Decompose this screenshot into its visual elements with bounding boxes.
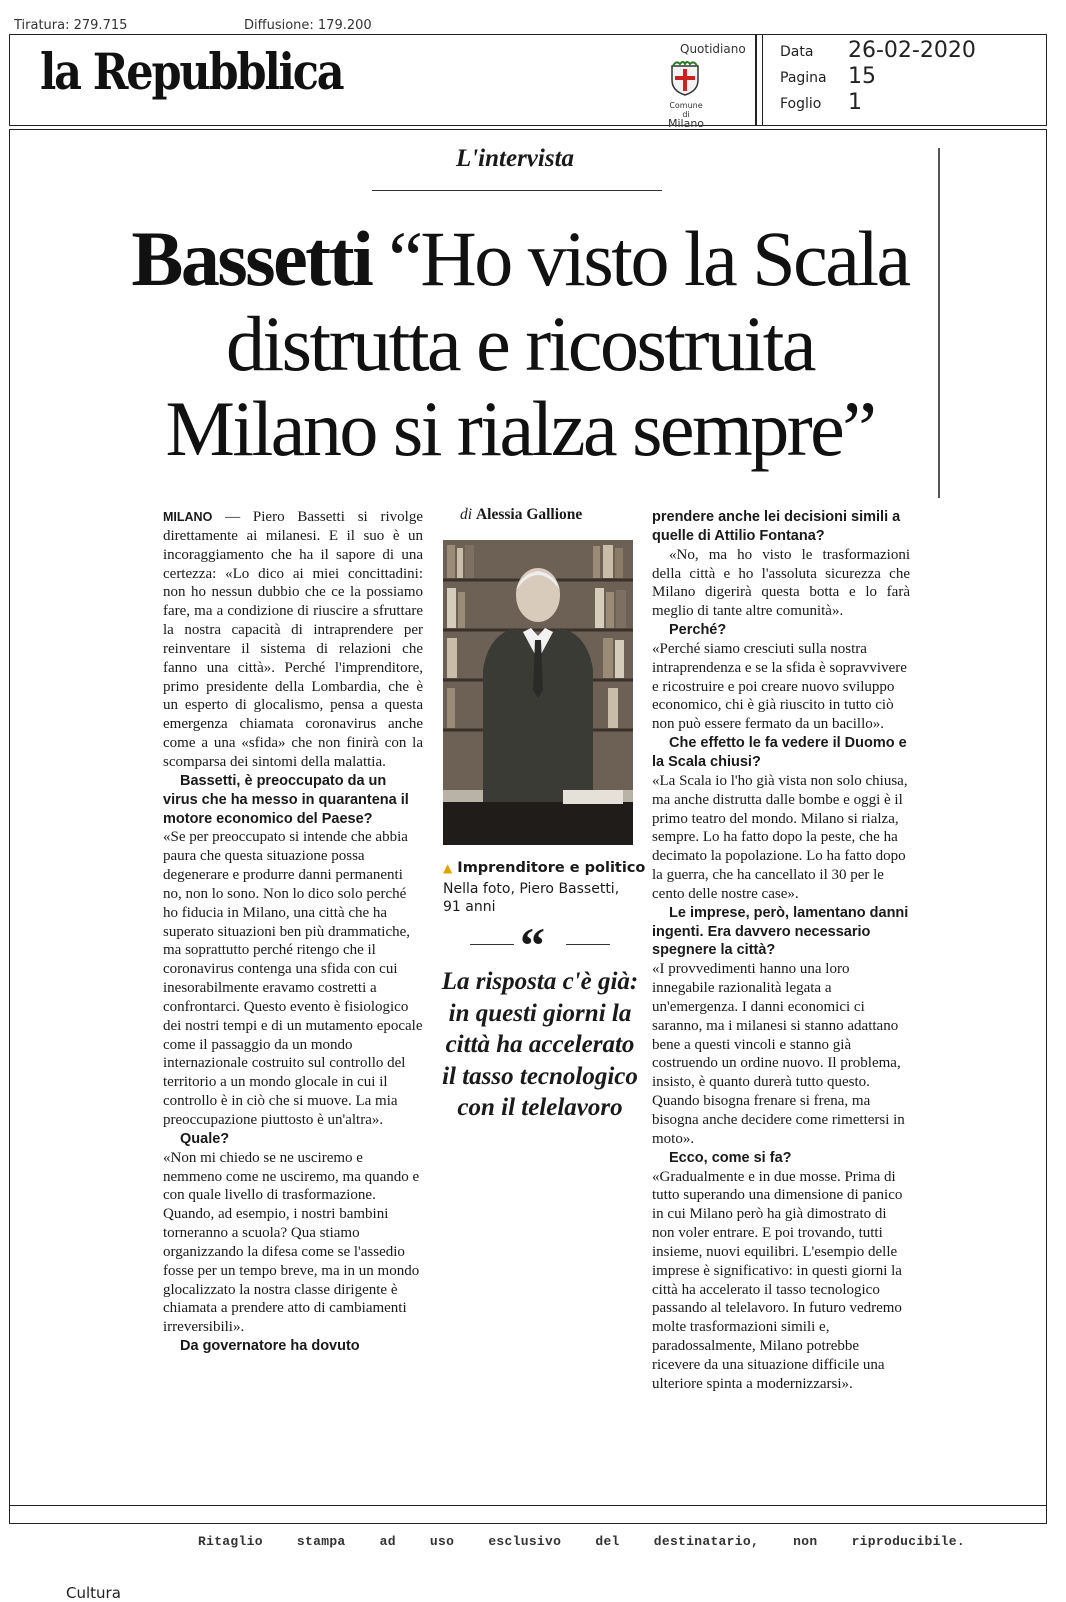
comune-crest-icon xyxy=(668,60,702,96)
kicker-rule xyxy=(372,190,662,191)
question-3-continued: prendere anche lei decisioni simili a quelle di Attilio Fontana? xyxy=(652,509,901,544)
headline-line1 xyxy=(100,215,940,302)
comune-label xyxy=(665,101,707,128)
comune-line1: Comune di xyxy=(669,101,703,119)
byline-author: Alessia Gallione xyxy=(475,506,583,523)
quote-mark-icon: “ xyxy=(520,917,545,973)
photo-caption-text: Nella foto, Piero Bassetti, 91 anni xyxy=(443,881,620,915)
quote-rule-left xyxy=(470,944,514,945)
answer-7: «Gradualmente e in due mosse. Prima di tutto superando una dimensione di panico in cui Milano però ha già dimostrato di non voler entrare. E poi trovando, tutti insieme, nuovi equilibri. L'esempio delle imprese è significativo: in questi giorni la città ha accelerato il tasso tecnologico passando al telelavoro. In futuro vedremo molte trasformazioni simili e, paradossalmente, Milano potrebbe ricevere da una situazione difficile una ulteriore spinta a modernizzarsi». xyxy=(652,1168,903,1392)
answer-6: «I provvedimenti hanno una loro innegabile razionalità legata a un'emergenza. I danni economici ci saranno, ma i milanesi si stanno adattano bene a questi vincoli e stanno già costruendo un ordine nuovo. Il problema, insisto, è quanto durerà tutto questo. Quando bisogna frenare si frena, ma bisogna anche decidere come rimettersi in moto». xyxy=(652,961,905,1147)
section-tag: Cultura xyxy=(66,1584,121,1602)
intro-paragraph: — Piero Bassetti si rivolge direttamente ai milanesi. E il suo è un incoraggiamento che ha il sapore di una certezza: «Lo dico ai miei concittadini: non ho nessun dubbio che ce la possiamo fare, ma a condizione di riuscire a sfruttare la nostra capacità di intraprendere per reinventare il sistema di relazioni che fanno una città». Perché l'imprenditore, primo presidente della Lombardia, che è un esperto di glocalismo, pensa a questa emergenza chiamata coronavirus anche come a una «sfida» che non finirà con la scomparsa dei sintomi della malattia. xyxy=(163,509,423,770)
pagina-value: 15 xyxy=(848,64,876,89)
question-2: Quale? xyxy=(180,1130,230,1147)
foglio-value: 1 xyxy=(848,90,862,115)
question-7: Ecco, come si fa? xyxy=(669,1149,792,1166)
article-column-1 xyxy=(163,508,423,1356)
headline-name: Bassetti xyxy=(131,215,372,302)
question-1: Bassetti, è preoccupato da un virus che ha messo in quarantena il motore economico del Paese? xyxy=(163,772,409,827)
masthead-divider xyxy=(755,34,757,126)
answer-5: «La Scala io l'ho già vista non solo chiusa, ma anche distrutta dalle bombe e oggi è il primo teatro del mondo. Milano si rialza, sempre. Lo ha fatto dopo la peste, che ha decimato la popolazione. Lo ha fatto dopo la guerra, che ha cancellato il 30 per le cento delle nostre case». xyxy=(652,772,908,902)
question-5: Che effetto le fa vedere il Duomo e la Scala chiusi? xyxy=(652,735,907,770)
clipping-footer-rule xyxy=(9,1505,1047,1506)
headline-line3: Milano si rialza sempre” xyxy=(165,385,875,472)
quote-rule-right xyxy=(566,944,610,945)
masthead-divider xyxy=(762,34,763,126)
article-kicker: L'intervista xyxy=(455,145,575,172)
portrait-photo xyxy=(443,540,633,845)
answer-4: «Perché siamo cresciuti sulla nostra intraprendenza e se la sfida è sopravvivere e ricostruire e poi creare nuovo sviluppo economico, chi è già riuscito in tutto ciò non può essere fermato da un bacillo». xyxy=(652,640,907,733)
newspaper-logo: la Repubblica xyxy=(40,42,343,101)
comune-line2: Milano xyxy=(667,117,705,130)
data-label: Data xyxy=(780,44,814,60)
answer-2: «Non mi chiedo se ne usciremo e nemmeno come ne usciremo, ma quando e con quale livello di trasformazione. Quando, ad esempio, i nostri bambini torneranno a scuola? Qua stiamo organizzando la difesa come se l'assedio fosse per un tempo breve, ma in un mondo glocalizzato la nostra classe dirigente è chiamata a prendere atto di cambiamenti irreversibili». xyxy=(163,1149,420,1336)
quotidiano-label: Quotidiano xyxy=(680,42,746,56)
question-3: Da governatore ha dovuto xyxy=(180,1338,360,1355)
diffusione-text: Diffusione: 179.200 xyxy=(244,18,372,33)
photo-caption-title xyxy=(443,860,645,876)
answer-1: «Se per preoccupato si intende che abbia paura che questa situazione possa degenerare e produrre danni permanenti no, non lo sono. Non lo dico solo perché ho fiducia in Milano, una città che ha superato situazioni ben più drammatiche, ma soprattutto perché ritengo che il coronavirus contenga una sfida con cui inesorabilmente eravamo costretti a confrontarci. Questo evento è fisiologico dei nostri tempi e di un mutamento epocale come il passaggio da un mondo internazionale costruito sul controllo del territorio a un mondo glocale in cui il controllo è in ciò che si muove. La mia preoccupazione piuttosto è un'altra». xyxy=(163,829,423,1128)
byline xyxy=(460,506,640,524)
photo-caption-title-text: Imprenditore e politico xyxy=(457,860,646,876)
article-column-3 xyxy=(652,508,910,1394)
data-value: 26-02-2020 xyxy=(848,38,976,63)
question-4: Perché? xyxy=(669,622,727,639)
headline-line2: distrutta e ricostruita xyxy=(226,300,814,387)
foglio-label: Foglio xyxy=(780,96,822,112)
answer-3: «No, ma ho visto le trasformazioni della città e ho l'assoluta sicurezza che Milano digerirà questa botta e lo farà meglio di tante altre comunità». xyxy=(652,546,910,620)
question-6: Le imprese, però, lamentano danni ingenti. Era davvero necessario spegnere la città? xyxy=(652,904,909,959)
headline-quote-start: “Ho visto la Scala xyxy=(388,215,909,302)
pagina-label: Pagina xyxy=(780,70,827,86)
triangle-icon: ▲ xyxy=(443,861,453,875)
reproduction-notice: Ritaglio stampa ad uso esclusivo del destinatario, non riproducibile. xyxy=(198,1534,965,1549)
tiratura-text: Tiratura: 279.715 xyxy=(14,18,128,33)
pull-quote: La risposta c'è già: in questi giorni la città ha accelerato il tasso tecnologico con il telelavoro xyxy=(441,968,639,1121)
dateline: MILANO xyxy=(163,510,213,524)
byline-prefix: di xyxy=(460,506,473,523)
